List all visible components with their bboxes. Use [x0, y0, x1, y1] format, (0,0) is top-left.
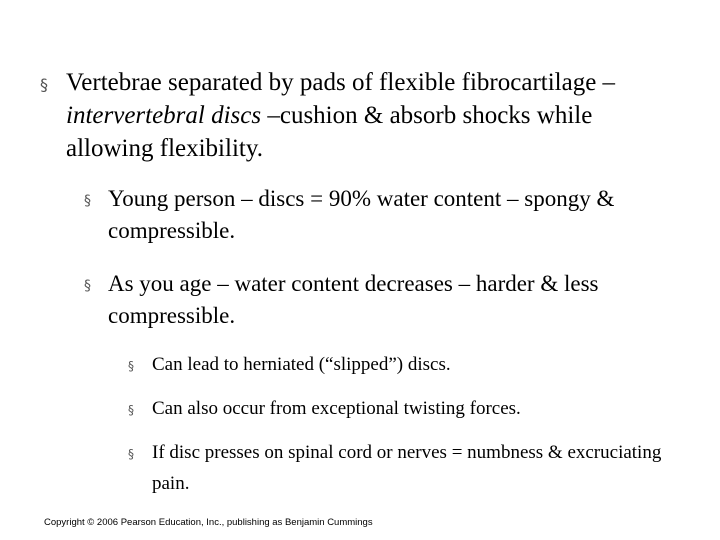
intervertebral-discs-term: intervertebral discs: [66, 102, 262, 129]
bullet-marker-icon: §: [128, 403, 134, 417]
bullet-marker-icon: §: [84, 278, 91, 294]
detail-bullet-text: Can also occur from exceptional twisting forces.: [152, 398, 521, 419]
main-bullet-text: [66, 66, 680, 165]
copyright-footer: Copyright © 2006 Pearson Education, Inc., publishing as Benjamin Cummings: [44, 517, 373, 528]
detail-bullet-nerves: [128, 437, 668, 499]
bullet-marker-icon: §: [40, 75, 48, 94]
main-bullet: [40, 66, 680, 165]
main-bullet-text-end: –cushion & absorb shocks while allowing flexibility.: [66, 102, 593, 162]
bullet-marker-icon: §: [128, 447, 134, 461]
detail-bullet-text: If disc presses on spinal cord or nerves = numbness & excruciating pain.: [152, 442, 662, 494]
sub-bullet-young-person: [84, 183, 664, 247]
detail-bullet-herniated: [128, 349, 668, 382]
detail-bullet-twisting: [128, 393, 668, 426]
main-bullet-text-start: Vertebrae separated by pads of flexible fibrocartilage –: [66, 69, 616, 96]
bullet-marker-icon: §: [84, 193, 91, 209]
sub-bullet-aging: [84, 268, 664, 332]
bullet-marker-icon: §: [128, 359, 134, 373]
detail-bullet-text: Can lead to herniated (“slipped”) discs.: [152, 354, 451, 375]
sub-bullet-text: Young person – discs = 90% water content – spongy & compressible.: [108, 186, 615, 243]
sub-bullet-text: As you age – water content decreases – harder & less compressible.: [108, 271, 599, 328]
